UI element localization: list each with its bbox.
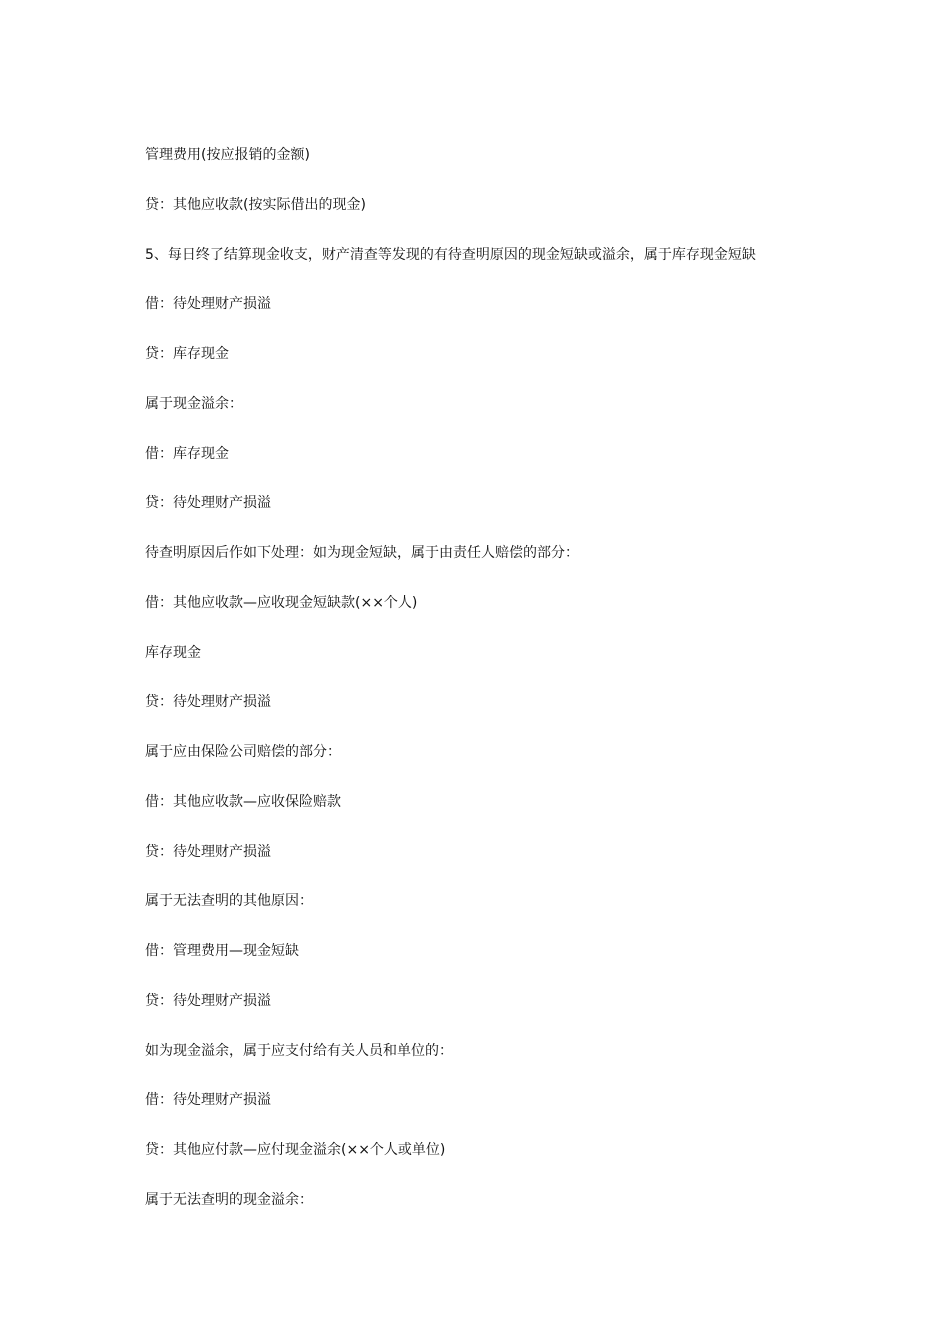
text-line: 待查明原因后作如下处理：如为现金短缺，属于由责任人赔偿的部分： — [145, 545, 579, 561]
text-line: 管理费用(按应报销的金额) — [145, 147, 310, 163]
text-line: 属于应由保险公司赔偿的部分： — [145, 744, 341, 760]
text-line: 贷：待处理财产损溢 — [145, 993, 271, 1009]
text-line: 贷：待处理财产损溢 — [145, 495, 271, 511]
text-line: 借：其他应收款—应收现金短缺款(××个人) — [145, 595, 418, 611]
text-line: 库存现金 — [145, 645, 201, 661]
text-line: 贷：库存现金 — [145, 346, 229, 362]
text-line: 贷：其他应付款—应付现金溢余(××个人或单位) — [145, 1142, 446, 1158]
text-line: 如为现金溢余，属于应支付给有关人员和单位的： — [145, 1043, 453, 1059]
text-line: 借：其他应收款—应收保险赔款 — [145, 794, 341, 810]
text-line: 属于无法查明的现金溢余： — [145, 1192, 313, 1208]
text-line: 借：待处理财产损溢 — [145, 1092, 271, 1108]
text-line: 借：管理费用—现金短缺 — [145, 943, 299, 959]
text-line: 借：待处理财产损溢 — [145, 296, 271, 312]
text-line: 贷：待处理财产损溢 — [145, 694, 271, 710]
text-line: 属于现金溢余： — [145, 396, 243, 412]
text-line: 借：库存现金 — [145, 446, 229, 462]
text-line: 贷：其他应收款(按实际借出的现金) — [145, 197, 366, 213]
text-line: 属于无法查明的其他原因： — [145, 893, 313, 909]
text-line: 5、每日终了结算现金收支，财产清查等发现的有待查明原因的现金短缺或溢余，属于库存现金短缺 — [145, 247, 756, 263]
text-line: 贷：待处理财产损溢 — [145, 844, 271, 860]
